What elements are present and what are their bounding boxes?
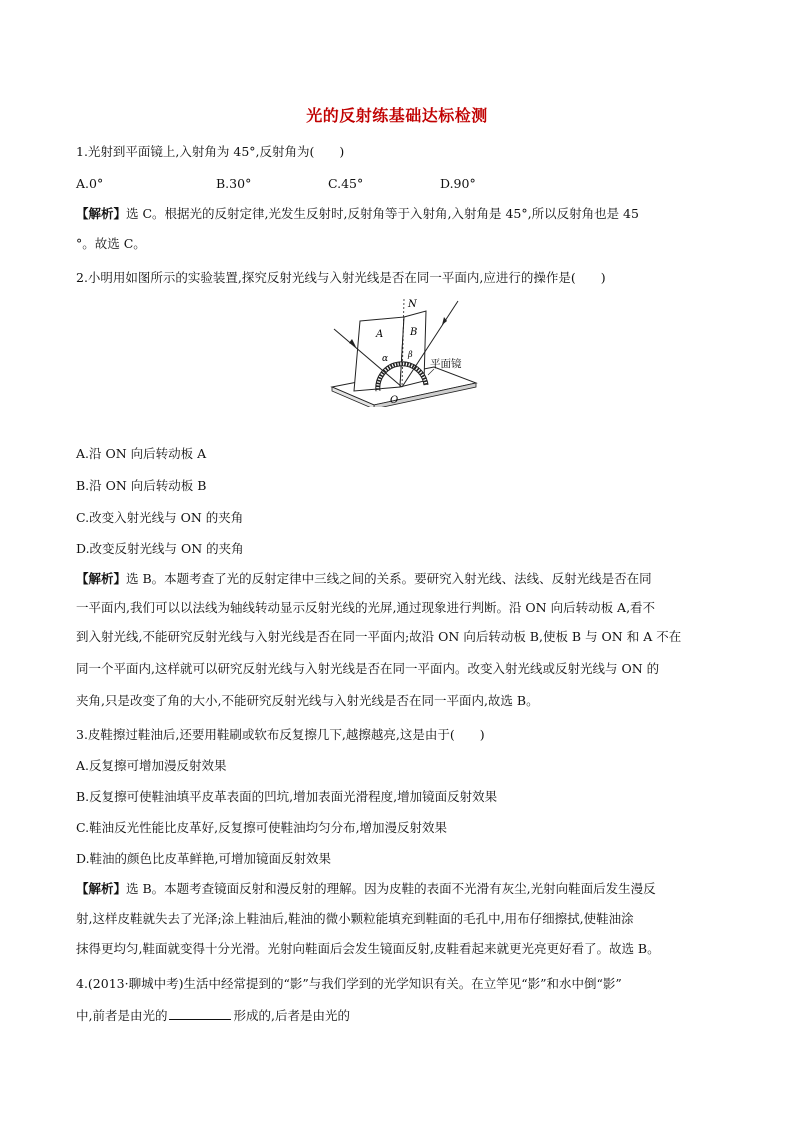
q2-analysis-line-1 — [76, 571, 726, 587]
q3-option-a: A.反复擦可增加漫反射效果 — [76, 758, 227, 773]
q4-line-1: 4.(2013·聊城中考)生活中经常提到的“影”与我们学到的光学知识有关。在立竿见“影”和水中倒“影” — [76, 976, 622, 991]
q2-analysis-line-5: 夹角,只是改变了角的大小,不能研究反射光线与入射光线是否在同一平面内,故选 B。 — [76, 693, 539, 708]
q3-analysis-line-2: 射,这样皮鞋就失去了光泽;涂上鞋油后,鞋油的微小颗粒能填充到鞋面的毛孔中,用布仔细擦拭,使鞋油涂 — [76, 911, 634, 926]
q2-option-d: D.改变反射光线与 ON 的夹角 — [76, 541, 244, 556]
q2-analysis-text-1: 选 B。本题考查了光的反射定律中三线之间的关系。要研究入射光线、法线、反射光线是否在同 — [126, 571, 652, 586]
q3-analysis-line-1 — [76, 881, 726, 897]
label-beta: β — [408, 350, 413, 359]
incident-arrow — [349, 339, 356, 347]
q2-analysis-line-3: 到入射光线,不能研究反射光线与入射光线是否在同一平面内;故沿 ON 向后转动板 B,使板 B 与 ON 和 A 不在 — [76, 629, 682, 644]
q2-option-a: A.沿 ON 向后转动板 A — [76, 446, 207, 461]
q4-answer-blank[interactable] — [169, 1007, 231, 1020]
q3-option-c: C.鞋油反光性能比皮革好,反复擦可使鞋油均匀分布,增加漫反射效果 — [76, 820, 448, 835]
q4-line-2-before: 中,前者是由光的 — [76, 1008, 168, 1023]
q3-option-b: B.反复擦可使鞋油填平皮革表面的凹坑,增加表面光滑程度,增加镜面反射效果 — [76, 789, 498, 804]
q1-option-a: A.0° — [76, 176, 104, 191]
label-b: B — [410, 327, 418, 338]
q4-line-2-after: 形成的,后者是由光的 — [233, 1008, 350, 1023]
q2-analysis-tag: 【解析】 — [76, 571, 127, 586]
q1-option-c: C.45° — [328, 176, 364, 191]
experiment-figure — [330, 295, 480, 407]
q1-option-d: D.90° — [440, 176, 476, 191]
label-alpha: α — [382, 354, 389, 364]
label-n: N — [408, 299, 417, 310]
q1-option-b: B.30° — [216, 176, 252, 191]
q3-analysis-text-1: 选 B。本题考查镜面反射和漫反射的理解。因为皮鞋的表面不光滑有灰尘,光射向鞋面后发生漫反 — [126, 881, 656, 896]
q1-analysis-line-1 — [76, 206, 726, 222]
q1-analysis-line-2: °。故选 C。 — [76, 236, 146, 251]
label-a: A — [376, 329, 384, 340]
q1-analysis-tag: 【解析】 — [76, 206, 127, 221]
q2-analysis-line-4: 同一个平面内,这样就可以研究反射光线与入射光线是否在同一平面内。改变入射光线或反射光线与 ON 的 — [76, 661, 660, 676]
q1-analysis-text-1: 选 C。根据光的反射定律,光发生反射时,反射角等于入射角,入射角是 45°,所以反射角也是 45 — [126, 206, 639, 221]
q2-option-b: B.沿 ON 向后转动板 B — [76, 478, 207, 493]
q4-line-2 — [76, 1007, 726, 1024]
q2-stem: 2.小明用如图所示的实验装置,探究反射光线与入射光线是否在同一平面内,应进行的操作是( ) — [76, 270, 606, 285]
q3-analysis-line-3: 抹得更均匀,鞋面就变得十分光滑。光射向鞋面后会发生镜面反射,皮鞋看起来就更光亮更好看了。故选 B。 — [76, 941, 660, 956]
q2-option-c: C.改变入射光线与 ON 的夹角 — [76, 510, 244, 525]
q3-stem: 3.皮鞋擦过鞋油后,还要用鞋刷或软布反复擦几下,越擦越亮,这是由于( ) — [76, 727, 485, 742]
q1-stem: 1.光射到平面镜上,入射角为 45°,反射角为( ) — [76, 144, 345, 159]
label-mirror: 平面镜 — [430, 358, 462, 370]
q3-analysis-tag: 【解析】 — [76, 881, 127, 896]
q3-option-d: D.鞋油的颜色比皮革鲜艳,可增加镜面反射效果 — [76, 851, 332, 866]
q2-analysis-line-2: 一平面内,我们可以以法线为轴线转动显示反射光线的光屏,通过现象进行判断。沿 ON 向后转动板 A,看不 — [76, 600, 656, 615]
label-o: O — [390, 395, 399, 406]
q1-options — [76, 176, 726, 192]
page-title: 光的反射练基础达标检测 — [306, 106, 488, 125]
